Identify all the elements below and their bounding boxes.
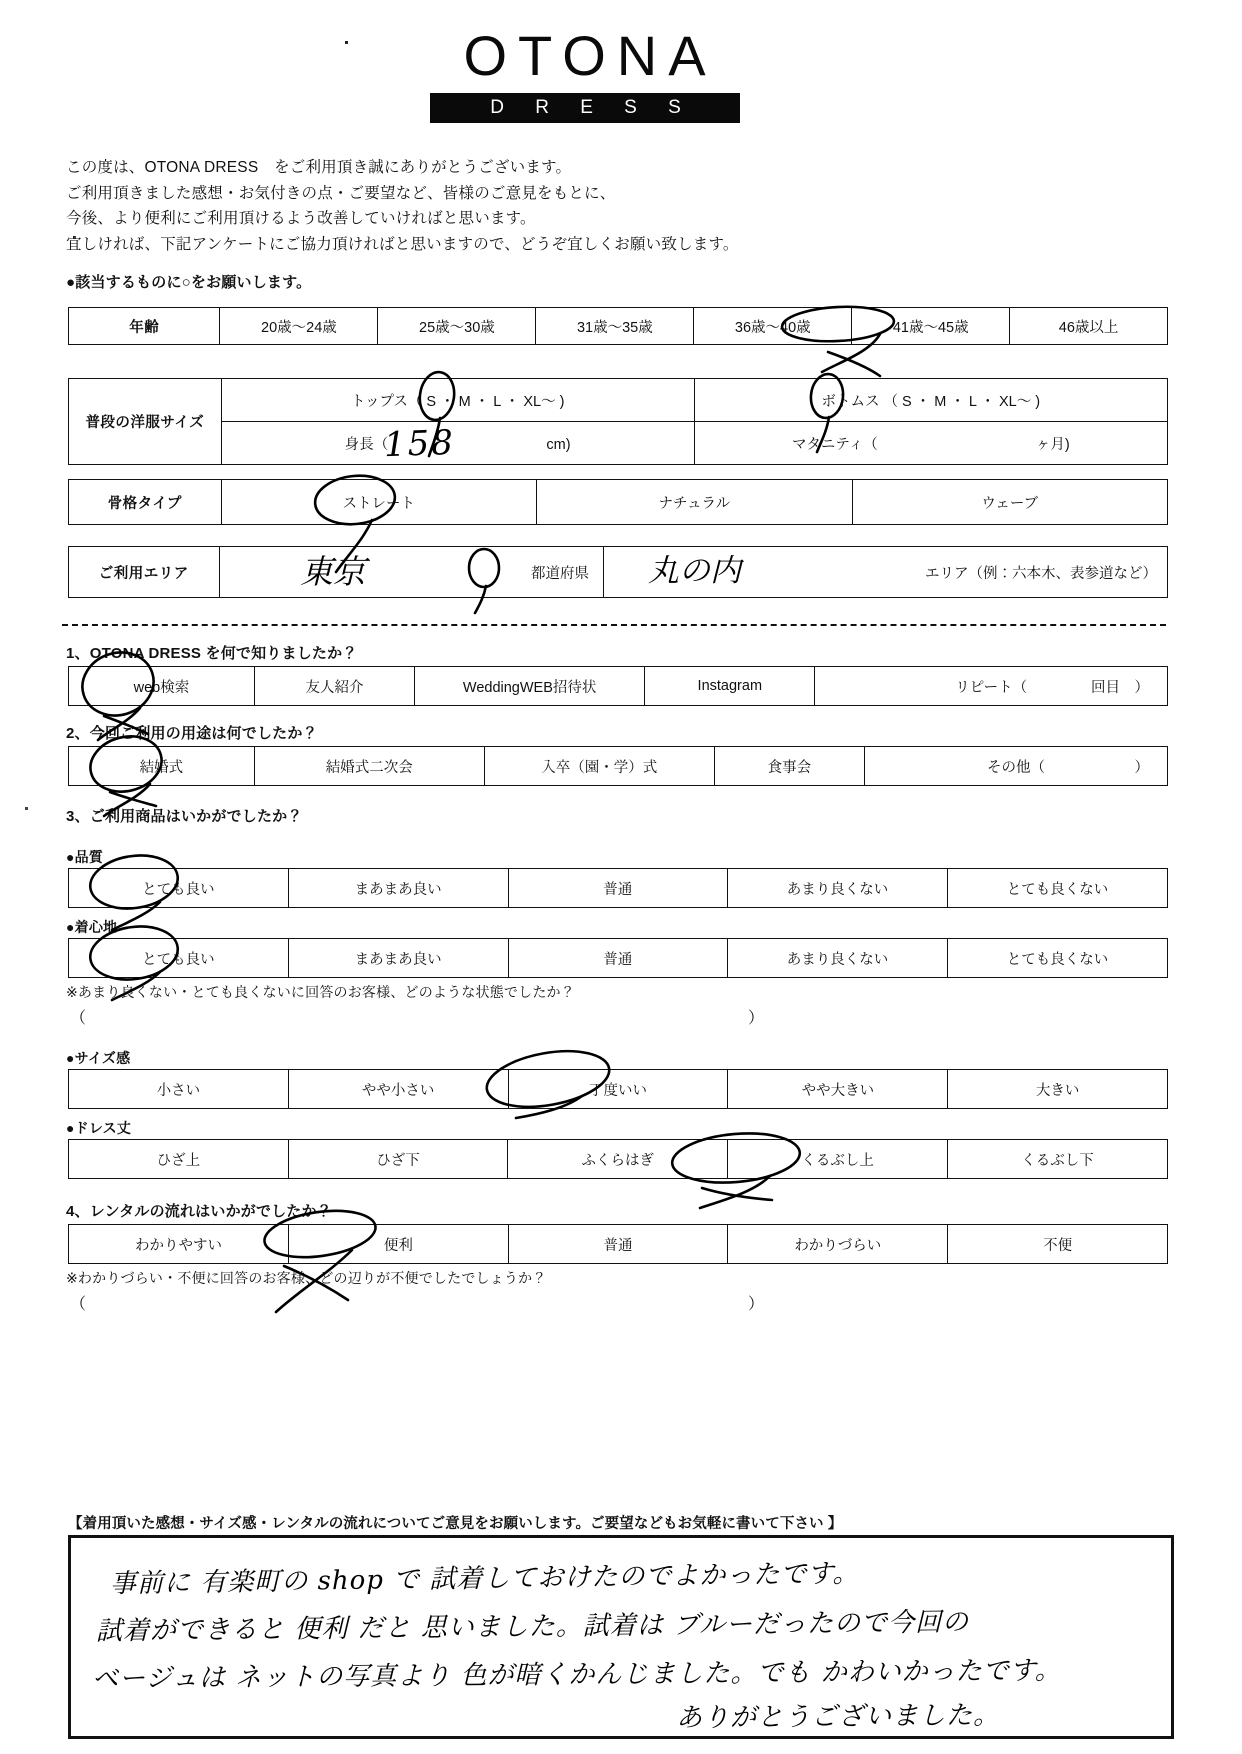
- area-hint: エリア（例：六本木、表参道など）: [925, 565, 1157, 582]
- handwritten-prefecture-value: 東京: [300, 552, 366, 591]
- circle-tail-length: [700, 1176, 772, 1208]
- q1-repeat-label: リピート（: [955, 679, 1028, 696]
- frame-option-2[interactable]: ウェーブ: [852, 480, 1167, 525]
- handwritten-comment-line-3: ベージュは ネットの写真より 色が暗くかんじました。でも かわいかったです。: [91, 1655, 1062, 1695]
- handwritten-comment-line-1: 事前に 有楽町の shop で 試着しておけたのでよかったです。: [109, 1558, 860, 1600]
- age-label: 年齢: [69, 308, 220, 345]
- instruction-text: ●該当するものに○をお願いします。: [66, 274, 312, 291]
- q4-followup-note: ※わかりづらい・不便に回答のお客様、どの辺りが不便でしたでしょうか？: [66, 1270, 547, 1286]
- intro-line-1: この度は、OTONA DRESS をご利用頂き誠にありがとうございます。: [66, 159, 572, 176]
- intro-line-2: ご利用頂きました感想・お気付きの点・ご要望など、皆様のご意見をもとに、: [66, 184, 616, 202]
- free-comment-heading: 【着用頂いた感想・サイズ感・レンタルの流れについてご意見をお願いします。ご要望などもお気軽に書いて下さい 】: [68, 1516, 843, 1532]
- comfort-option-0[interactable]: とても良い: [69, 939, 289, 978]
- q2-option-2[interactable]: 入卒（園・学）式: [484, 747, 714, 786]
- handwritten-area-value: 丸の内: [648, 553, 741, 589]
- length-table: [68, 1139, 1168, 1179]
- fit-option-1[interactable]: やや小さい: [288, 1070, 508, 1109]
- clothing-size-table: [68, 378, 1168, 465]
- maternity-label: マタニティ（: [791, 436, 878, 453]
- maternity-cell[interactable]: [694, 422, 1167, 465]
- comfort-option-1[interactable]: まあまあ良い: [288, 939, 508, 978]
- q2-option-0[interactable]: 結婚式: [69, 747, 255, 786]
- question-3-title: 3、ご利用商品はいかがでしたか？: [66, 808, 303, 825]
- q2-option-1[interactable]: 結婚式二次会: [254, 747, 484, 786]
- frame-type-table: [68, 479, 1168, 525]
- height-label: 身長（: [344, 436, 389, 453]
- age-option-5[interactable]: 46歳以上: [1010, 308, 1168, 345]
- q4-table: [68, 1224, 1168, 1264]
- quality-option-0[interactable]: とても良い: [69, 869, 289, 908]
- quality-table: [68, 868, 1168, 908]
- q4-option-2[interactable]: 普通: [508, 1225, 728, 1264]
- length-option-4[interactable]: くるぶし下: [948, 1140, 1168, 1179]
- question-4-title: 4、レンタルの流れはいかがでしたか？: [66, 1203, 332, 1220]
- length-option-3[interactable]: くるぶし上: [728, 1140, 948, 1179]
- quality-label: ●品質: [66, 849, 104, 865]
- quality-option-3[interactable]: あまり良くない: [727, 869, 947, 908]
- q2-option-3[interactable]: 食事会: [714, 747, 864, 786]
- handwritten-height-value: 158: [383, 422, 456, 466]
- scan-artifact-dot: [345, 41, 348, 44]
- fit-table: [68, 1069, 1168, 1109]
- q2-other-suffix: ）: [1134, 759, 1149, 776]
- fit-label: ●サイズ感: [66, 1050, 131, 1066]
- table-row: [69, 1140, 1168, 1179]
- fit-option-4[interactable]: 大きい: [948, 1070, 1168, 1109]
- fit-option-3[interactable]: やや大きい: [728, 1070, 948, 1109]
- table-row: [69, 939, 1168, 978]
- frame-option-1[interactable]: ナチュラル: [537, 480, 853, 525]
- prefecture-cell[interactable]: [219, 547, 603, 598]
- fit-option-2[interactable]: 丁度いい: [508, 1070, 728, 1109]
- table-row: [69, 1070, 1168, 1109]
- brand-subname: D R E S S: [430, 93, 740, 123]
- comfort-option-3[interactable]: あまり良くない: [727, 939, 947, 978]
- intro-text: [66, 155, 1166, 257]
- intro-line-3: 今後、より便利にご利用頂けるよう改善していければと思います。: [66, 210, 536, 227]
- bottoms-size-cell[interactable]: ボトムス （ S ・ M ・ L ・ XL～ ): [694, 379, 1167, 422]
- intro-line-4: 宜しければ、下記アンケートにご協力頂ければと思いますので、どうぞ宜しくお願い致します。: [66, 235, 739, 253]
- comfort-option-2[interactable]: 普通: [508, 939, 727, 978]
- table-row: [69, 547, 1168, 598]
- handwritten-comment-line-4: ありがとうございました。: [675, 1700, 1001, 1734]
- tops-size-cell[interactable]: トップス（ S ・ M ・ L ・ XL～ ): [221, 379, 694, 422]
- question-1-title: 1、OTONA DRESS を何で知りましたか？: [66, 645, 358, 662]
- handwritten-comment-line-2: 試着ができると 便利 だと 思いました。試着は ブルーだったので今回の: [95, 1607, 970, 1647]
- q4-answer-close: ）: [748, 1296, 765, 1313]
- brand-name: OTONA: [463, 24, 717, 87]
- age-option-2[interactable]: 31歳～35歳: [536, 308, 694, 345]
- q4-option-3[interactable]: わかりづらい: [728, 1225, 948, 1264]
- q4-option-1[interactable]: 便利: [289, 1225, 509, 1264]
- quality-option-1[interactable]: まあまあ良い: [288, 869, 508, 908]
- age-option-3[interactable]: 36歳～40歳: [694, 308, 852, 345]
- q2-table: [68, 746, 1168, 786]
- q1-repeat-suffix: 回目 ）: [1091, 679, 1149, 696]
- comfort-answer-open: （: [70, 1010, 87, 1027]
- question-2-title: 2、今回ご利用の用途は何でしたか？: [66, 725, 318, 742]
- length-option-0[interactable]: ひざ上: [69, 1140, 289, 1179]
- prefecture-suffix: 都道府県: [530, 565, 589, 582]
- length-label: ●ドレス丈: [66, 1120, 132, 1136]
- size-label: 普段の洋服サイズ: [69, 379, 222, 465]
- q1-option-4[interactable]: [815, 667, 1168, 706]
- maternity-unit: ヶ月): [1035, 436, 1070, 453]
- q1-option-0[interactable]: web検索: [69, 667, 255, 706]
- comfort-label: ●着心地: [66, 919, 118, 935]
- area-table: [68, 546, 1168, 598]
- q4-option-0[interactable]: わかりやすい: [69, 1225, 289, 1264]
- section-divider: [62, 624, 1166, 626]
- age-option-1[interactable]: 25歳～30歳: [378, 308, 536, 345]
- q1-option-1[interactable]: 友人紹介: [254, 667, 414, 706]
- table-row: [69, 308, 1168, 345]
- quality-option-2[interactable]: 普通: [508, 869, 727, 908]
- quality-option-4[interactable]: とても良くない: [947, 869, 1167, 908]
- table-row: [69, 869, 1168, 908]
- length-option-1[interactable]: ひざ下: [288, 1140, 508, 1179]
- q1-table: [68, 666, 1168, 706]
- scan-artifact-dot: [25, 807, 28, 810]
- frame-option-0[interactable]: ストレート: [221, 480, 537, 525]
- q4-answer-open: （: [70, 1296, 87, 1313]
- q2-other-label: その他（: [986, 759, 1045, 776]
- table-row: [69, 747, 1168, 786]
- q1-option-2[interactable]: WeddingWEB招待状: [415, 667, 645, 706]
- frame-label: 骨格タイプ: [69, 480, 222, 525]
- comfort-answer-close: ）: [748, 1010, 765, 1027]
- area-label: ご利用エリア: [69, 547, 220, 598]
- table-row: [69, 1225, 1168, 1264]
- comfort-table: [68, 938, 1168, 978]
- age-option-4[interactable]: 41歳～45歳: [852, 308, 1010, 345]
- table-row: [69, 480, 1168, 525]
- height-cell[interactable]: [221, 422, 694, 465]
- age-option-0[interactable]: 20歳～24歳: [220, 308, 378, 345]
- length-option-2[interactable]: ふくらはぎ: [508, 1140, 728, 1179]
- q1-option-3[interactable]: Instagram: [645, 667, 815, 706]
- brand-logo: [430, 24, 740, 123]
- q4-option-4[interactable]: 不便: [948, 1225, 1168, 1264]
- comfort-option-4[interactable]: とても良くない: [947, 939, 1167, 978]
- table-row: [69, 667, 1168, 706]
- age-table: [68, 307, 1168, 345]
- height-unit: cm): [546, 436, 571, 453]
- table-row: [69, 422, 1168, 465]
- table-row: [69, 379, 1168, 422]
- q2-option-4[interactable]: [864, 747, 1167, 786]
- comfort-followup-note: ※あまり良くない・とても良くないに回答のお客様、どのような状態でしたか？: [66, 984, 575, 1000]
- fit-option-0[interactable]: 小さい: [69, 1070, 289, 1109]
